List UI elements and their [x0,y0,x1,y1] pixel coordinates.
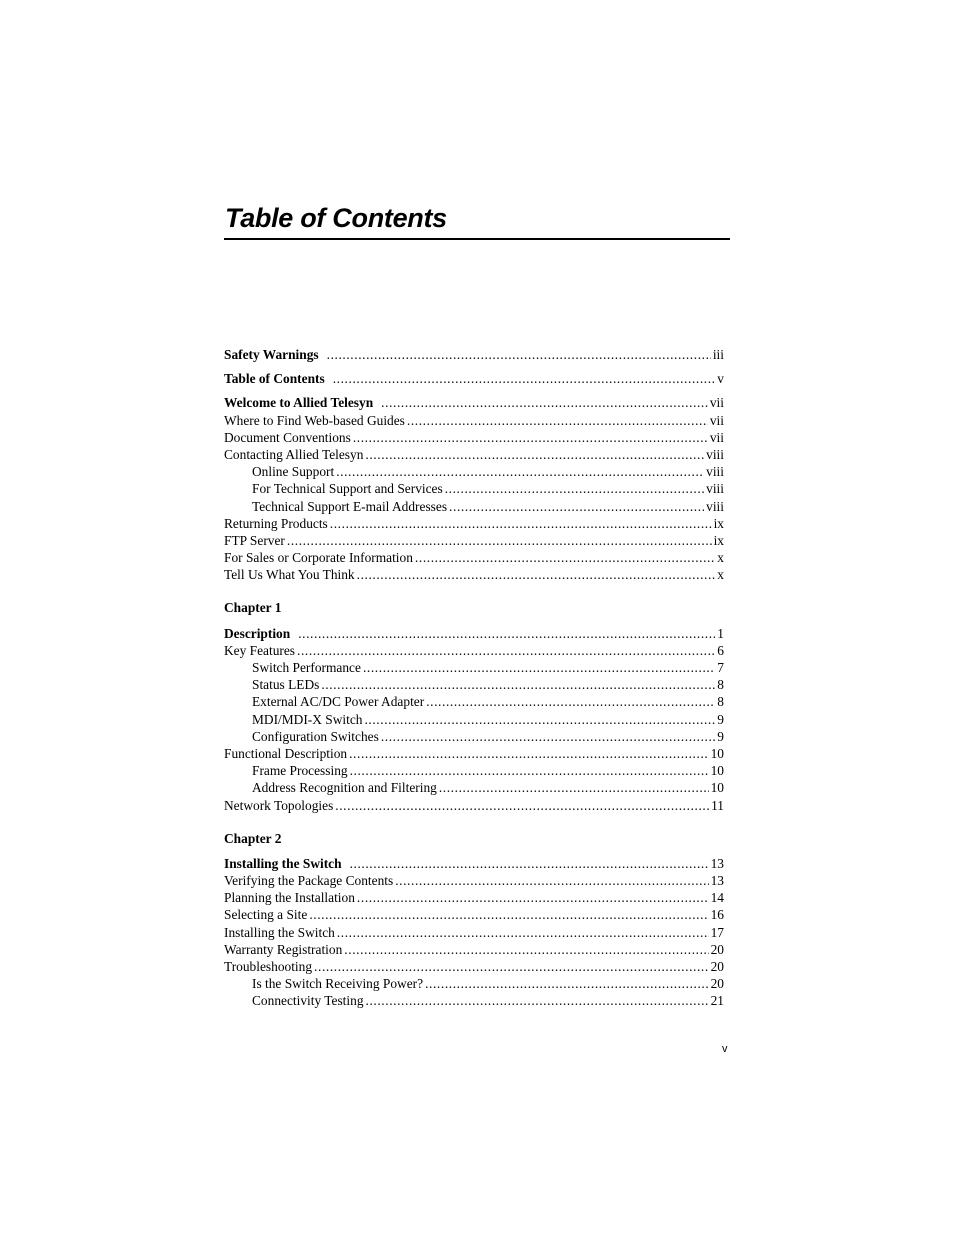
toc-entry-page: viii [706,464,724,480]
toc-entry-label: Tell Us What You Think [224,567,355,583]
toc-entry-page: 10 [710,763,724,779]
dot-leader [426,693,715,710]
dot-leader [365,446,704,463]
toc-entry-label: Online Support [252,464,335,480]
toc-entry[interactable] [224,412,724,429]
dot-leader [287,532,712,549]
toc-section-entry[interactable] [224,394,724,411]
page-title: Table of Contents [225,203,447,233]
toc-entry-page: 20 [710,976,724,992]
toc-entry[interactable] [224,958,724,975]
toc-entry-label: Is the Switch Receiving Power? [252,976,424,992]
toc-entry-label: MDI/MDI-X Switch [252,711,363,727]
toc-subentry[interactable] [224,992,724,1009]
chapter-heading: Chapter 2 [224,830,282,846]
toc-entry-label: Installing the Switch [224,855,342,871]
toc-entry-label: Key Features [224,642,296,658]
toc-entry-page: 17 [710,924,724,940]
toc-entry-label: Switch Performance [252,660,361,675]
toc-entry[interactable] [224,941,724,958]
toc-subentry[interactable] [224,480,724,497]
toc-entry-page: 21 [710,993,724,1009]
dot-leader [350,762,709,779]
toc-entry-label: Document Conventions [224,429,351,445]
toc-entry[interactable] [224,745,724,762]
toc-subentry[interactable] [224,762,724,779]
toc-subentry[interactable] [224,975,724,992]
toc-entry-page: x [717,567,724,583]
dot-leader [357,566,716,583]
toc-entry-page: viii [706,446,724,462]
dot-leader [381,394,708,411]
toc-entry-page: 8 [717,677,724,693]
chapter-heading: Chapter 1 [224,600,282,616]
toc-entry-page: 8 [717,694,724,710]
toc-entry[interactable] [224,872,724,889]
toc-entry-page: x [717,550,724,566]
toc-entry-page: 9 [717,711,724,727]
toc-entry-label: Configuration Switches [252,728,379,744]
toc-entry[interactable] [224,642,724,659]
toc-subentry[interactable] [224,693,724,710]
toc-entry-label: Warranty Registration [224,941,343,957]
toc-entry[interactable] [224,446,724,463]
toc-entry[interactable] [224,797,724,814]
toc-entry-label: Safety Warnings [224,347,319,362]
dot-leader [344,941,708,958]
toc-subentry[interactable] [224,779,724,796]
dot-leader [350,855,709,872]
toc-entry-page: 1 [717,625,724,641]
toc-entry[interactable] [224,549,724,566]
dot-leader [425,975,709,992]
toc-entry-label: Table of Contents [224,371,325,387]
toc-entry-page: ix [713,515,724,531]
toc-entry[interactable] [224,906,724,923]
dot-leader [449,498,704,515]
page-number: v [722,1043,728,1055]
toc-section-entry[interactable] [224,625,724,642]
toc-entry-page: ix [713,532,724,548]
dot-leader [363,659,715,676]
dot-leader [381,728,715,745]
toc-entry-label: Frame Processing [252,763,348,779]
toc-entry-page: viii [706,481,724,497]
dot-leader [353,429,708,446]
toc-entry-label: Verifying the Package Contents [224,873,394,889]
toc-entry-page: 7 [717,660,724,675]
toc-subentry[interactable] [224,498,724,515]
toc-entry-page: vii [709,429,724,445]
toc-entry-page: 11 [711,797,724,813]
toc-entry-label: Functional Description [224,745,348,761]
dot-leader [445,480,704,497]
dot-leader [357,889,709,906]
toc-section-entry[interactable] [224,346,724,363]
toc-entry-label: For Sales or Corporate Information [224,550,413,566]
toc-entry-page: 13 [710,873,724,889]
toc-entry-page: 9 [717,728,724,744]
dot-leader [439,779,709,796]
dot-leader [298,625,715,642]
toc-entry-page: 20 [710,959,724,974]
toc-entry-label: External AC/DC Power Adapter [252,694,425,710]
toc-entry-label: Status LEDs [252,677,320,693]
toc-entry-label: Network Topologies [224,797,334,813]
dot-leader [327,346,711,363]
toc-entry-page: viii [706,498,724,514]
toc-subentry[interactable] [224,463,724,480]
dot-leader [407,412,708,429]
toc-entry-label: Where to Find Web-based Guides [224,412,405,428]
toc-subentry[interactable] [224,728,724,745]
toc-entry-page: 6 [717,642,724,658]
toc-section-entry[interactable] [224,855,724,872]
toc-subentry[interactable] [224,659,724,676]
toc-entry[interactable] [224,566,724,583]
toc-entry-page: 16 [710,907,724,923]
toc-entry[interactable] [224,889,724,906]
dot-leader [309,906,708,923]
toc-entry-label: For Technical Support and Services [252,481,443,497]
toc-entry-page: 13 [710,855,724,871]
dot-leader [321,676,715,693]
toc-section-entry[interactable] [224,370,724,387]
dot-leader [330,515,712,532]
toc-entry-page: v [717,371,724,387]
toc-entry-label: Address Recognition and Filtering [252,780,437,796]
toc-entry-label: Planning the Installation [224,890,355,906]
toc-subentry[interactable] [224,711,724,728]
dot-leader [364,711,715,728]
dot-leader [337,924,709,941]
toc-entry-label: Troubleshooting [224,959,313,974]
toc-entry[interactable] [224,924,724,941]
toc-entry-page: 14 [710,890,724,906]
toc-entry-page: vii [709,395,724,411]
title-rule [224,238,730,240]
toc-entry-label: Connectivity Testing [252,993,364,1009]
toc-entry-label: Returning Products [224,515,328,531]
toc-entry[interactable] [224,532,724,549]
dot-leader [333,370,716,387]
toc-entry-page: iii [712,347,724,362]
toc-entry-page: vii [709,412,724,428]
toc-entry-label: Description [224,625,291,641]
dot-leader [415,549,715,566]
dot-leader [336,463,704,480]
toc-entry[interactable] [224,429,724,446]
toc-entry-page: 10 [710,745,724,761]
toc-entry-label: Technical Support E-mail Addresses [252,498,448,514]
toc-entry[interactable] [224,515,724,532]
toc-entry-page: 10 [710,780,724,796]
dot-leader [349,745,709,762]
dot-leader [395,872,708,889]
dot-leader [297,642,715,659]
toc-entry-label: Contacting Allied Telesyn [224,446,364,462]
dot-leader [335,797,709,814]
table-of-contents [224,344,724,1010]
toc-entry-label: Welcome to Allied Telesyn [224,395,374,411]
toc-subentry[interactable] [224,676,724,693]
dot-leader [366,992,709,1009]
toc-entry-label: Installing the Switch [224,924,335,940]
toc-entry-label: Selecting a Site [224,907,308,923]
toc-entry-label: FTP Server [224,532,285,548]
dot-leader [314,958,709,975]
toc-entry-page: 20 [710,941,724,957]
